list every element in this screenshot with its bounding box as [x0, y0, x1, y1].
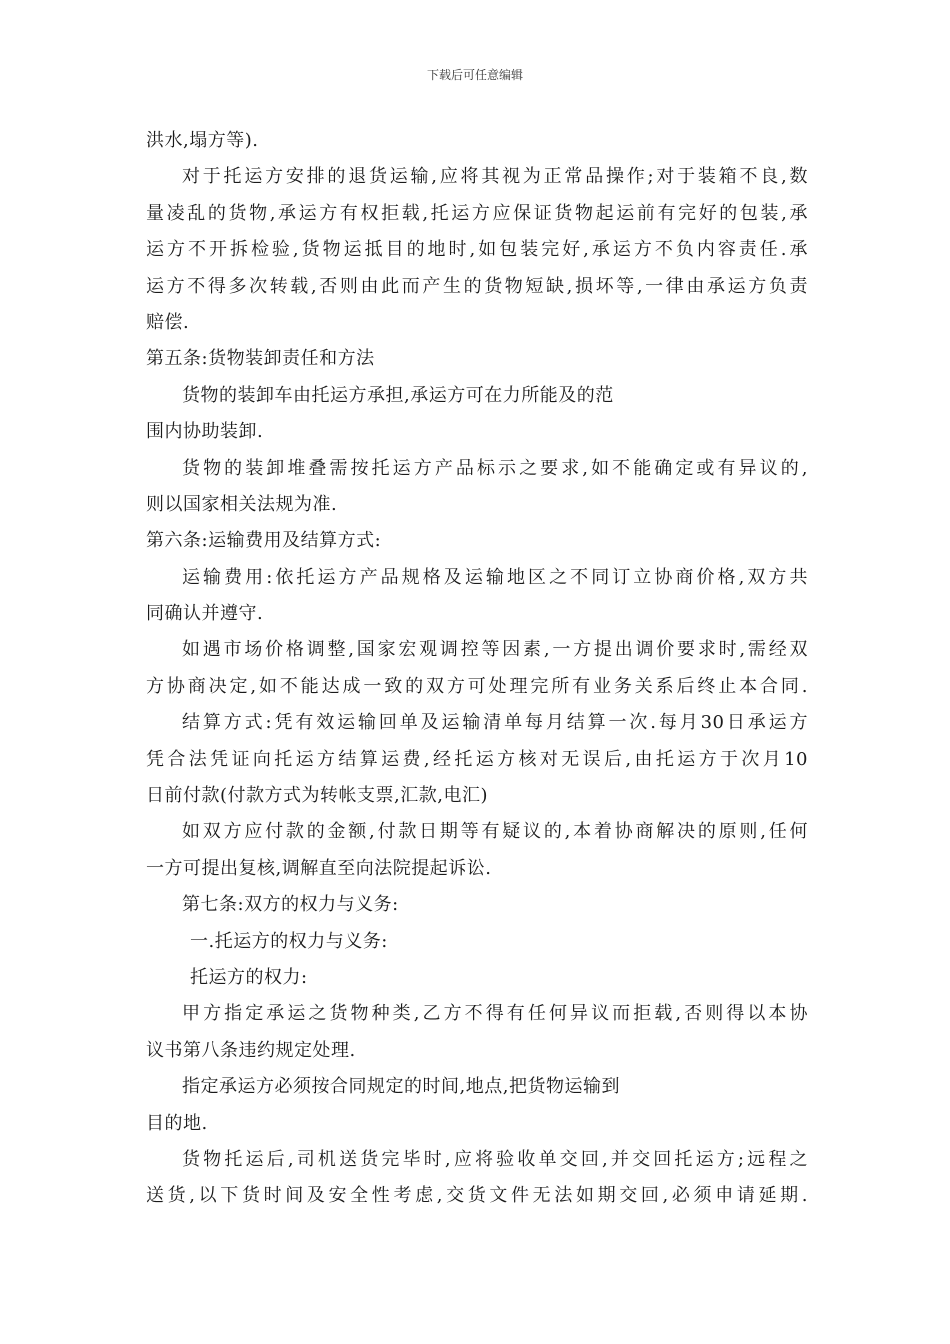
- text-line: 货物的装卸车由托运方承担,承运方可在力所能及的范: [182, 384, 614, 406]
- text-line: 目的地.: [146, 1112, 208, 1134]
- text-line: 送货,以下货时间及安全性考虑,交货文件无法如期交回,必须申请延期.: [146, 1185, 808, 1207]
- text-line: 赔偿.: [146, 311, 190, 333]
- text-line: 甲方指定承运之货物种类,乙方不得有任何异议而拒载,否则得以本协: [182, 1003, 808, 1025]
- text-line: 一方可提出复核,调解直至向法院提起诉讼.: [146, 857, 492, 879]
- text-line: 运方不开拆检验,货物运抵目的地时,如包装完好,承运方不负内容责任.承: [146, 239, 808, 261]
- page-header: 下载后可任意编辑: [426, 68, 523, 82]
- text-line: 则以国家相关法规为准.: [146, 493, 338, 515]
- text-line: 洪水,塌方等).: [146, 130, 259, 151]
- text-line: 围内协助装卸.: [146, 421, 264, 443]
- text-line: 运方不得多次转载,否则由此而产生的货物短缺,损坏等,一律由承运方负责: [146, 275, 808, 297]
- text-line: 同确认并遵守.: [146, 603, 264, 625]
- text-line: 对于托运方安排的退货运输,应将其视为正常品操作;对于装箱不良,数: [182, 166, 808, 188]
- text-line: 方协商决定,如不能达成一致的双方可处理完所有业务关系后终止本合同.: [146, 675, 808, 697]
- text-line: 货物的装卸堆叠需按托运方产品标示之要求,如不能确定或有异议的,: [182, 457, 808, 479]
- text-line: 指定承运方必须按合同规定的时间,地点,把货物运输到: [182, 1076, 620, 1098]
- text-line: 凭合法凭证向托运方结算运费,经托运方核对无误后,由托运方于次月10: [146, 748, 808, 770]
- text-line: 货物托运后,司机送货完毕时,应将验收单交回,并交回托运方;远程之: [182, 1148, 808, 1170]
- text-line: 运输费用:依托运方产品规格及运输地区之不同订立协商价格,双方共: [182, 566, 808, 588]
- subsection-heading: 托运方的权力:: [190, 966, 308, 988]
- text-line: 量凌乱的货物,承运方有权拒载,托运方应保证货物起运前有完好的包装,承: [146, 202, 808, 224]
- subsection-heading: 一.托运方的权力与义务:: [190, 930, 388, 952]
- text-line: 如双方应付款的金额,付款日期等有疑议的,本着协商解决的原则,任何: [182, 821, 808, 843]
- section-heading: 第六条:运输费用及结算方式:: [146, 530, 382, 552]
- text-line: 结算方式:凭有效运输回单及运输清单每月结算一次.每月30日承运方: [182, 712, 808, 734]
- section-heading: 第七条:双方的权力与义务:: [182, 894, 399, 916]
- text-line: 议书第八条违约规定处理.: [146, 1039, 356, 1061]
- document-body: [146, 123, 808, 1215]
- text-line: 如遇市场价格调整,国家宏观调控等因素,一方提出调价要求时,需经双: [182, 639, 808, 661]
- section-heading: 第五条:货物装卸责任和方法: [146, 348, 375, 370]
- text-line: 日前付款(付款方式为转帐支票,汇款,电汇): [146, 785, 488, 807]
